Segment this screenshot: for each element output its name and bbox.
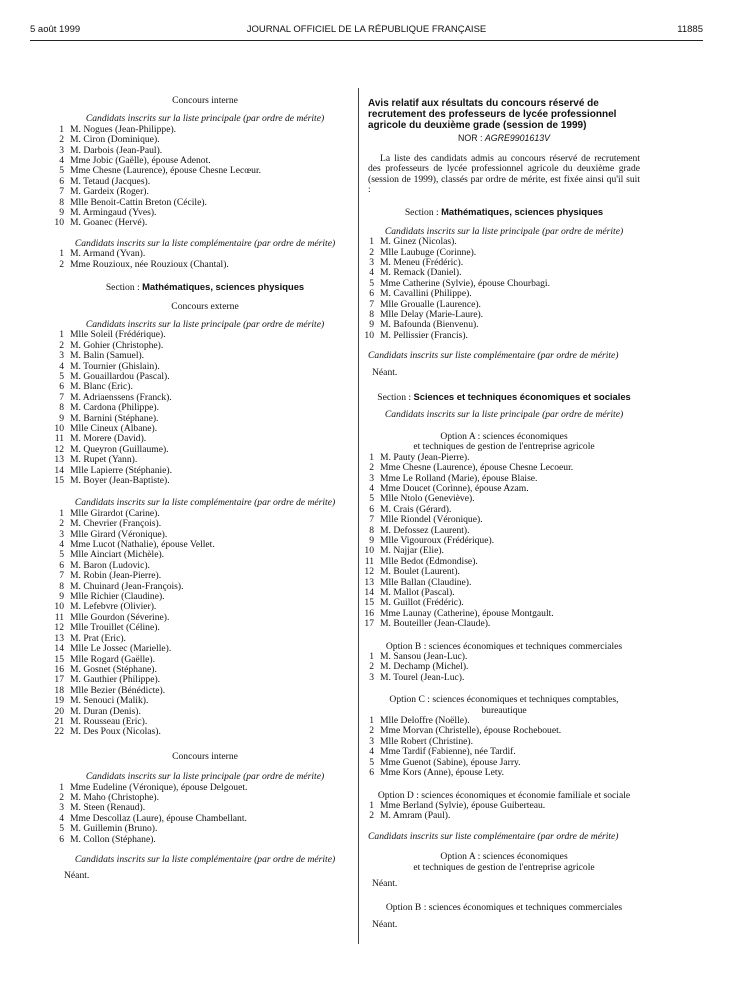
rank-number: 6: [59, 381, 64, 393]
candidate-name: Mlle Vigouroux (Frédérique).: [380, 534, 495, 546]
candidate-entry: [47, 351, 350, 361]
candidate-list: [357, 716, 640, 778]
candidate-name: M. Cavallini (Philippe).: [380, 288, 472, 300]
rank-number: 6: [369, 288, 374, 300]
candidate-name: M. Steen (Renaud).: [70, 802, 146, 814]
rank-number: 2: [59, 518, 64, 530]
candidate-name: M. Collon (Stéphane).: [70, 833, 156, 845]
rank-number: 10: [364, 329, 374, 341]
neant-text: Néant.: [64, 870, 90, 882]
rank-number: 3: [59, 802, 64, 814]
candidate-name: M. Morere (David).: [70, 433, 147, 445]
option-heading: Option A : sciences économiques: [440, 430, 568, 442]
candidate-name: M. Adriaenssens (Franck).: [70, 391, 172, 403]
candidate-name: Mme Catherine (Sylvie), épouse Chourbagi.: [380, 277, 550, 289]
rank-number: 2: [369, 810, 374, 822]
candidate-name: Mlle Groualle (Laurence).: [380, 298, 481, 310]
rank-number: 8: [59, 580, 64, 592]
candidate-name: M. Gouaillardou (Pascal).: [70, 370, 170, 382]
concours-externe-heading: Concours externe: [171, 300, 239, 312]
candidate-name: M. Lefebvre (Olivier).: [70, 601, 157, 613]
rank-number: 11: [364, 555, 374, 567]
rank-number: 9: [59, 591, 64, 603]
rank-number: 14: [364, 587, 374, 599]
rank-number: 22: [54, 726, 64, 738]
candidate-entry: [357, 331, 640, 341]
candidate-list: [357, 801, 640, 822]
rank-number: 17: [54, 674, 64, 686]
rank-number: 4: [59, 539, 64, 551]
section-heading: Section : Mathématiques, sciences physiques: [404, 206, 604, 219]
rank-number: 10: [54, 217, 64, 229]
candidate-name: M. Des Poux (Nicolas).: [70, 726, 161, 738]
candidate-name: Mlle Bedot (Edmondise).: [380, 555, 478, 567]
candidate-name: M. Boulet (Laurent).: [380, 566, 460, 578]
candidate-entry: [357, 673, 640, 683]
candidate-name: M. Duran (Denis).: [70, 705, 141, 717]
rank-number: 8: [59, 402, 64, 414]
candidate-name: M. Guillemin (Bruno).: [70, 823, 158, 835]
option-heading: Option D : sciences économiques et économie familiale et sociale: [377, 789, 631, 801]
candidate-name: M. Chevrier (François).: [70, 518, 162, 530]
liste-principale-heading: Candidats inscrits sur la liste principale (par ordre de mérite): [384, 408, 624, 420]
candidate-name: M. Najjar (Elie).: [380, 545, 444, 557]
candidate-name: M. Amram (Paul).: [380, 810, 451, 822]
candidate-name: Mme Rouzioux, née Rouzioux (Chantal).: [70, 258, 229, 270]
neant-text: Néant.: [372, 366, 398, 378]
rank-number: 12: [54, 443, 64, 455]
rank-number: 3: [369, 257, 374, 269]
page-header: [30, 24, 703, 38]
rank-number: 1: [369, 236, 374, 248]
rank-number: 17: [364, 618, 374, 630]
rank-number: 2: [59, 258, 64, 270]
candidate-name: Mme Eudeline (Véronique), épouse Delgouet.: [70, 781, 248, 793]
rank-number: 2: [369, 661, 374, 673]
candidate-name: M. Senouci (Malik).: [70, 695, 149, 707]
candidate-name: M. Pauty (Jean-Pierre).: [380, 451, 470, 463]
rank-number: 4: [59, 812, 64, 824]
header-page-number: 11885: [677, 24, 703, 35]
rank-number: 13: [54, 632, 64, 644]
neant-text: Néant.: [372, 877, 398, 889]
candidate-name: Mlle Benoit-Cattin Breton (Cécile).: [70, 196, 207, 208]
rank-number: 1: [59, 123, 64, 135]
option-heading-line2: et techniques de gestion de l'entreprise agricole: [413, 861, 595, 873]
rank-number: 13: [364, 576, 374, 588]
rank-number: 16: [364, 607, 374, 619]
candidate-entry: [47, 476, 350, 486]
candidate-name: M. Bafounda (Bienvenu).: [380, 319, 479, 331]
rank-number: 4: [59, 360, 64, 372]
rank-number: 10: [54, 601, 64, 613]
candidate-name: Mlle Deloffre (Noëlle).: [380, 715, 470, 727]
rank-number: 1: [59, 781, 64, 793]
rank-number: 3: [369, 735, 374, 747]
candidate-name: Mlle Cineux (Albane).: [70, 422, 158, 434]
candidate-list: [357, 652, 640, 683]
neant-text: Néant.: [372, 918, 398, 930]
right-column: [364, 98, 640, 930]
candidate-list: [47, 330, 350, 486]
candidate-name: Mlle Soleil (Frédérique).: [70, 329, 166, 341]
rank-number: 1: [369, 451, 374, 463]
rank-number: 8: [369, 524, 374, 536]
candidate-name: Mlle Delay (Marie-Laure).: [380, 309, 484, 321]
option-heading-line2: bureautique: [481, 704, 527, 716]
candidate-entry: [47, 696, 350, 706]
candidate-name: Mlle Ainciart (Michèle).: [70, 549, 165, 561]
candidate-name: M. Meneu (Frédéric).: [380, 257, 464, 269]
candidate-name: M. Nogues (Jean-Philippe).: [70, 123, 177, 135]
liste-complementaire-heading: Candidats inscrits sur la liste complémentaire (par ordre de mérite): [74, 497, 336, 509]
rank-number: 21: [54, 715, 64, 727]
candidate-list: [357, 237, 640, 341]
candidate-name: Mlle Gourdon (Séverine).: [70, 611, 170, 623]
candidate-name: Mme Chesne (Laurence), épouse Chesne Lecœur.: [70, 165, 262, 177]
candidate-name: Mme Chesne (Laurence), épouse Chesne Lecoeur.: [380, 462, 574, 474]
candidate-name: M. Tourel (Jean-Luc).: [380, 671, 465, 683]
rank-number: 10: [364, 545, 374, 557]
rank-number: 3: [369, 671, 374, 683]
candidate-entry: [357, 811, 640, 821]
option-heading: Option A : sciences économiques: [440, 851, 568, 863]
rank-number: 5: [369, 277, 374, 289]
candidate-entry: [357, 768, 640, 778]
candidate-name: M. Rupet (Yann).: [70, 454, 138, 466]
candidate-name: M. Boyer (Jean-Baptiste).: [70, 475, 170, 486]
rank-number: 4: [369, 267, 374, 279]
candidate-list: [47, 783, 350, 845]
option-heading: Option B : sciences économiques et techniques commerciales: [385, 902, 623, 914]
candidate-list: [47, 509, 350, 738]
liste-complementaire-heading: Candidats inscrits sur la liste complémentaire (par ordre de mérite): [74, 854, 336, 865]
candidate-name: M. Darbois (Jean-Paul).: [70, 144, 163, 156]
candidate-name: M. Queyron (Guillaume).: [70, 443, 169, 455]
rank-number: 4: [59, 155, 64, 167]
rank-number: 9: [59, 412, 64, 424]
header-date: 5 août 1999: [30, 24, 81, 35]
candidate-name: M. Robin (Jean-Pierre).: [70, 570, 162, 582]
rank-number: 11: [54, 433, 64, 445]
rank-number: 11: [54, 611, 64, 623]
rank-number: 12: [54, 622, 64, 634]
candidate-name: M. Ciron (Dominique).: [70, 134, 160, 146]
rank-number: 20: [54, 705, 64, 717]
candidate-name: Mlle Bezier (Bénédicte).: [70, 684, 166, 696]
candidate-list: [47, 125, 350, 229]
notice-title: Avis relatif aux résultats du concours réservé de recrutement des professeurs de lycée professionnel agricole du deuxième grade (session de 1999): [368, 98, 617, 131]
rank-number: 8: [59, 196, 64, 208]
candidate-entry: [357, 463, 640, 473]
rank-number: 2: [59, 339, 64, 351]
rank-number: 15: [54, 653, 64, 665]
rank-number: 5: [59, 165, 64, 177]
candidate-name: M. Ginez (Nicolas).: [380, 236, 457, 248]
option-heading-line2: et techniques de gestion de l'entreprise agricole: [413, 441, 595, 453]
rank-number: 6: [59, 833, 64, 845]
candidate-name: M. Defossez (Laurent).: [380, 524, 470, 536]
candidate-name: Mlle Girard (Véronique).: [70, 528, 168, 540]
rank-number: 7: [369, 298, 374, 310]
candidate-entry: [47, 644, 350, 654]
rank-number: 14: [54, 464, 64, 476]
rank-number: 7: [369, 514, 374, 526]
candidate-name: M. Armand (Yvan).: [70, 248, 146, 260]
candidate-name: M. Dechamp (Michel).: [380, 661, 469, 673]
candidate-name: M. Cardona (Philippe).: [70, 402, 159, 414]
candidate-name: M. Prat (Eric).: [70, 632, 126, 644]
rank-number: 6: [59, 175, 64, 187]
liste-principale-heading: Candidats inscrits sur la liste principale (par ordre de mérite): [85, 771, 325, 783]
candidate-name: Mlle Riondel (Véronique).: [380, 514, 483, 526]
candidate-list: [47, 249, 350, 270]
candidate-name: Mlle Le Jossec (Marielle).: [70, 643, 172, 655]
rank-number: 2: [59, 134, 64, 146]
candidate-name: Mme Jobic (Gaëlle), épouse Adenot.: [70, 155, 211, 167]
candidate-name: Mme Kors (Anne), épouse Lety.: [380, 767, 505, 779]
candidate-name: Mlle Richier (Claudine).: [70, 591, 165, 603]
rank-number: 9: [59, 207, 64, 219]
rank-number: 6: [369, 767, 374, 779]
candidate-name: M. Tournier (Ghislain).: [70, 360, 160, 372]
candidate-name: M. Pellissier (Francis).: [380, 329, 468, 341]
rank-number: 1: [369, 799, 374, 811]
candidate-name: M. Balin (Samuel).: [70, 350, 145, 362]
candidate-name: Mlle Ballan (Claudine).: [380, 576, 472, 588]
rank-number: 7: [59, 570, 64, 582]
liste-principale-heading: Candidats inscrits sur la liste principale (par ordre de mérite): [384, 225, 624, 237]
candidate-name: Mme Guenot (Sabine), épouse Jarry.: [380, 756, 521, 768]
intro-paragraph: La liste des candidats admis au concours réservé de recrutement des professeurs de lycée professionnel agricole du deuxième grade (session de 1999), classés par ordre de mérite, est fixée ainsi qu'il suit :: [368, 152, 640, 196]
candidate-name: M. Chuinard (Jean-François).: [70, 580, 184, 592]
rank-number: 5: [59, 823, 64, 835]
rank-number: 6: [369, 503, 374, 515]
rank-number: 9: [369, 534, 374, 546]
candidate-name: Mlle Girardot (Carine).: [70, 507, 160, 519]
concours-interne-heading: Concours interne: [172, 95, 238, 106]
rank-number: 4: [369, 746, 374, 758]
nor-reference: NOR : AGRE9901613V: [458, 133, 550, 144]
candidate-entry: [47, 727, 350, 737]
rank-number: 7: [59, 186, 64, 198]
candidate-entry: [47, 835, 350, 845]
rank-number: 2: [369, 246, 374, 258]
rank-number: 1: [369, 715, 374, 727]
rank-number: 2: [369, 725, 374, 737]
rank-number: 15: [364, 597, 374, 609]
candidate-name: M. Tetaud (Jacques).: [70, 175, 151, 187]
rank-number: 1: [59, 329, 64, 341]
candidate-name: M. Guillot (Frédéric).: [380, 597, 464, 609]
candidate-name: M. Baron (Ludovic).: [70, 559, 150, 571]
candidate-name: Mme Tardif (Fabienne), née Tardif.: [380, 746, 516, 758]
candidate-name: Mlle Ntolo (Geneviève).: [380, 493, 475, 505]
candidate-name: M. Blanc (Eric).: [70, 381, 133, 393]
left-column: [54, 95, 350, 882]
rank-number: 13: [54, 454, 64, 466]
candidate-name: M. Armingaud (Yves).: [70, 207, 157, 219]
rank-number: 2: [369, 462, 374, 474]
rank-number: 3: [59, 144, 64, 156]
candidate-name: M. Barnini (Stéphane).: [70, 412, 159, 424]
candidate-name: Mme Berland (Sylvie), épouse Guiberteau.: [380, 799, 546, 811]
rank-number: 16: [54, 663, 64, 675]
candidate-name: Mme Le Rolland (Marie), épouse Blaise.: [380, 472, 538, 484]
rank-number: 5: [59, 370, 64, 382]
header-journal-title: JOURNAL OFFICIEL DE LA RÉPUBLIQUE FRANÇAISE: [246, 24, 487, 35]
candidate-name: M. Remack (Daniel).: [380, 267, 462, 279]
rank-number: 3: [59, 350, 64, 362]
candidate-name: Mme Doucet (Corinne), épouse Azam.: [380, 482, 529, 494]
candidate-name: M. Mallot (Pascal).: [380, 587, 455, 599]
candidate-name: M. Gosnet (Stéphane).: [70, 663, 157, 675]
concours-interne-heading: Concours interne: [172, 750, 238, 762]
candidate-name: Mlle Lapierre (Stéphanie).: [70, 464, 173, 476]
candidate-name: Mlle Robert (Christine).: [380, 735, 473, 747]
section-heading: Section : Sciences et techniques économiques et sociales: [377, 391, 631, 404]
candidate-name: Mlle Rogard (Gaëlle).: [70, 653, 155, 665]
option-heading: Option C : sciences économiques et techniques comptables,: [389, 694, 619, 706]
rank-number: 15: [54, 475, 64, 486]
rank-number: 4: [369, 482, 374, 494]
rank-number: 1: [59, 248, 64, 260]
rank-number: 8: [369, 309, 374, 321]
candidate-name: Mme Lucot (Nathalie), épouse Vellet.: [70, 539, 215, 551]
candidate-entry: [47, 218, 350, 228]
candidate-entry: [47, 403, 350, 413]
candidate-name: M. Rousseau (Eric).: [70, 715, 148, 727]
candidate-name: Mme Descollaz (Laure), épouse Chambellant.: [70, 812, 247, 824]
rank-number: 9: [369, 319, 374, 331]
candidate-entry: [357, 619, 640, 629]
header-rule: [30, 40, 703, 41]
rank-number: 3: [59, 528, 64, 540]
candidate-name: M. Maho (Christophe).: [70, 791, 159, 803]
section-heading: Section : Mathématiques, sciences physiques: [105, 281, 305, 294]
candidate-name: M. Goanec (Hervé).: [70, 217, 148, 229]
rank-number: 12: [364, 566, 374, 578]
rank-number: 6: [59, 559, 64, 571]
liste-principale-heading: Candidats inscrits sur la liste principale (par ordre de mérite): [85, 318, 325, 330]
liste-complementaire-heading: Candidats inscrits sur liste complémentaire (par ordre de mérite): [368, 830, 619, 842]
option-heading: Option B : sciences économiques et techniques commerciales: [385, 640, 623, 652]
candidate-name: Mlle Trouillet (Céline).: [70, 622, 160, 634]
rank-number: 1: [59, 507, 64, 519]
rank-number: 5: [59, 549, 64, 561]
rank-number: 1: [369, 651, 374, 663]
candidate-name: M. Bouteiller (Jean-Claude).: [380, 618, 491, 630]
candidate-name: M. Gohier (Christophe).: [70, 339, 164, 351]
rank-number: 10: [54, 422, 64, 434]
rank-number: 14: [54, 643, 64, 655]
candidate-name: M. Gardeix (Roger).: [70, 186, 149, 198]
rank-number: 5: [369, 756, 374, 768]
candidate-entry: [47, 260, 350, 270]
rank-number: 3: [369, 472, 374, 484]
liste-complementaire-heading: Candidats inscrits sur liste complémentaire (par ordre de mérite): [368, 350, 619, 362]
candidate-name: Mlle Laubuge (Corinne).: [380, 246, 477, 258]
rank-number: 18: [54, 684, 64, 696]
liste-principale-heading: Candidats inscrits sur la liste principale (par ordre de mérite): [85, 113, 325, 125]
candidate-name: Mme Launay (Catherine), épouse Montgault.: [380, 607, 554, 619]
rank-number: 5: [369, 493, 374, 505]
rank-number: 2: [59, 791, 64, 803]
candidate-name: M. Crais (Gérard).: [380, 503, 452, 515]
rank-number: 19: [54, 695, 64, 707]
candidate-name: M. Sansou (Jean-Luc).: [380, 651, 468, 663]
candidate-name: M. Gauthier (Philippe).: [70, 674, 161, 686]
rank-number: 7: [59, 391, 64, 403]
candidate-list: [357, 453, 640, 630]
candidate-name: Mme Morvan (Christelle), épouse Rochebouet.: [380, 725, 562, 737]
liste-complementaire-heading: Candidats inscrits sur la liste complémentaire (par ordre de mérite): [74, 237, 336, 249]
